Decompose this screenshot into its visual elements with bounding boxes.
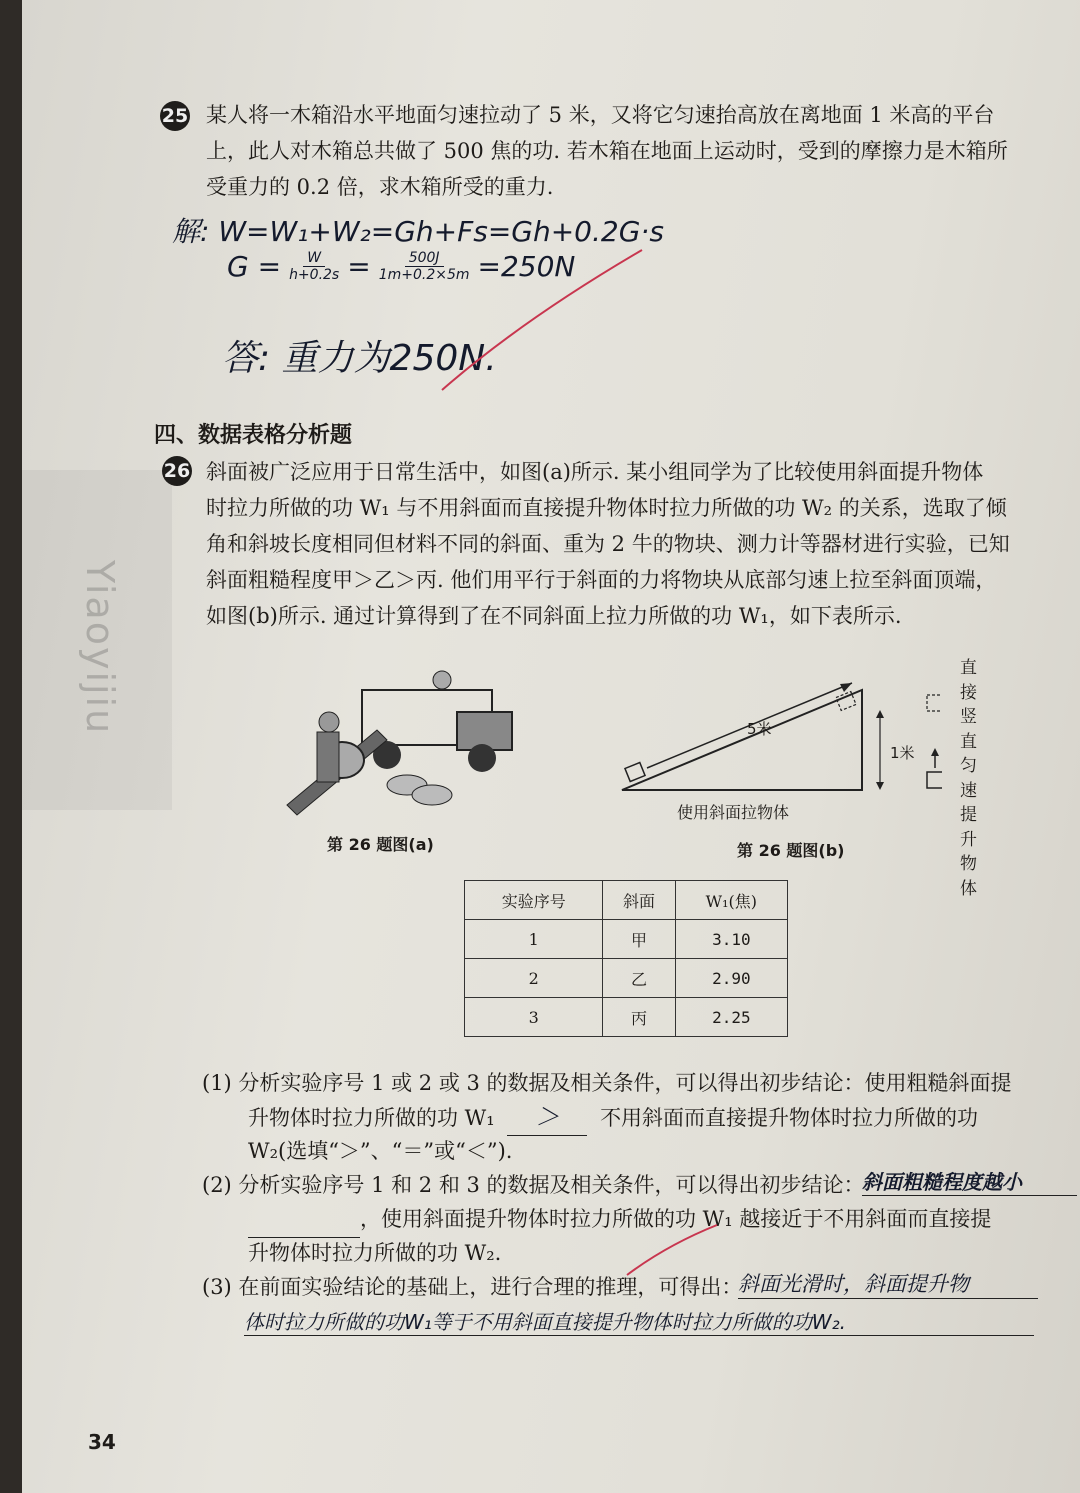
workbook-page: [22, 0, 1080, 1493]
q26-p2-line3: 升物体时拉力所做的功 W₂.: [248, 1241, 502, 1265]
figure-b-height: 1米: [890, 744, 915, 762]
p1-text-a: 升物体时拉力所做的功 W₁: [248, 1106, 495, 1130]
side-watermark: Yiaoyijiu: [78, 560, 122, 736]
table-cell: 2.25: [675, 998, 787, 1037]
fraction-1-numerator: W: [303, 250, 325, 267]
q25-result: =250N: [477, 250, 576, 283]
figure-b-slope-length: 5米: [747, 720, 772, 738]
table-row: [465, 998, 788, 1037]
q26-text-line1: 斜面被广泛应用于日常生活中，如图(a)所示. 某小组同学为了比较使用斜面提升物体: [206, 460, 984, 484]
figure-b-caption: 第 26 题图(b): [737, 841, 845, 860]
table-header: 实验序号: [465, 881, 603, 920]
table-cell: 甲: [603, 920, 675, 959]
table-cell: 1: [465, 920, 603, 959]
figure-a-truck-illustration: [257, 660, 527, 820]
q25-text-line3: 受重力的 0.2 倍，求木箱所受的重力.: [206, 175, 554, 199]
table-cell: 3.10: [675, 920, 787, 959]
question-26-badge: 26: [162, 456, 192, 486]
fraction-2-denominator: 1m+0.2×5m: [378, 267, 470, 283]
p2-text: (2) 分析实验序号 1 和 2 和 3 的数据及相关条件，可以得出初步结论：: [202, 1173, 865, 1197]
question-25-badge: 25: [160, 101, 190, 131]
figure-a-caption: 第 26 题图(a): [327, 835, 434, 854]
q26-p1-line2: [248, 1100, 978, 1136]
table-header: 斜面: [603, 881, 675, 920]
table-row: [465, 959, 788, 998]
fraction-2-numerator: 500J: [405, 250, 444, 267]
p1-answer-blank: ＞: [507, 1100, 587, 1136]
p3-answer-line1: 斜面光滑时，斜面提升物: [738, 1268, 1038, 1299]
page-number: 34: [88, 1430, 116, 1454]
table-cell: 2.90: [675, 959, 787, 998]
q26-p3-line1: (3) 在前面实验结论的基础上，进行合理的推理，可得出：: [202, 1275, 743, 1299]
q26-p2-line2: [248, 1202, 991, 1238]
q25-fraction-1: [289, 250, 339, 283]
teacher-check-mark-1: [432, 240, 652, 400]
table-row: [465, 920, 788, 959]
table-header-row: [465, 881, 788, 920]
table-cell: 2: [465, 959, 603, 998]
results-table: [464, 880, 788, 1037]
p2-blank-line: [248, 1202, 360, 1238]
q26-text-line4: 斜面粗糙程度甲＞乙＞丙. 他们用平行于斜面的力将物块从底部匀速上拉至斜面顶端，: [206, 568, 997, 592]
q25-handwritten-line2: G = $\frac{W}{h+0.2s}$ = $\frac{500J}{1m+0.2\times 5m}$ =250N: [227, 250, 576, 283]
q25-text-line2: 上，此人对木箱总共做了 500 焦的功. 若木箱在地面上运动时，受到的摩擦力是木箱所: [206, 139, 1008, 163]
figure-b-incline-diagram: [602, 650, 942, 820]
p2-text-2: ，使用斜面提升物体时拉力所做的功 W₁ 越接近于不用斜面而直接提: [360, 1207, 992, 1231]
q25-g-prefix: G =: [227, 250, 282, 283]
table-cell: 3: [465, 998, 603, 1037]
q26-text-line2: 时拉力所做的功 W₁ 与不用斜面而直接提升物体时拉力所做的功 W₂ 的关系，选取了倾: [206, 496, 1007, 520]
table-cell: 丙: [603, 998, 675, 1037]
q26-p1-line1: (1) 分析实验序号 1 或 2 或 3 的数据及相关条件，可以得出初步结论：使用粗糙斜面提: [202, 1071, 1012, 1095]
p3-answer-line2: 体时拉力所做的功W₁等于不用斜面直接提升物体时拉力所做的功W₂.: [244, 1306, 1034, 1336]
q25-handwritten-answer: 答: 重力为250N.: [222, 338, 497, 379]
figure-b-side-label: 直接竖直匀速提升物体: [960, 658, 977, 899]
q25-handwritten-line1: 解: W=W₁+W₂=Gh+Fs=Gh+0.2G·s: [172, 215, 664, 248]
q26-text-line3: 角和斜坡长度相同但材料不同的斜面、重为 2 牛的物块、测力计等器材进行实验，已知: [206, 532, 1010, 556]
fraction-1-denominator: h+0.2s: [289, 267, 340, 283]
table-cell: 乙: [603, 959, 675, 998]
figure-b-under-label: 使用斜面拉物体: [677, 803, 790, 822]
q25-text-line1: 某人将一木箱沿水平地面匀速拉动了 5 米，又将它匀速抬高放在离地面 1 米高的平台: [206, 103, 995, 127]
p2-answer: 斜面粗糙程度越小: [862, 1166, 1077, 1196]
table-header: W₁(焦): [675, 881, 787, 920]
p1-text-b: 不用斜面而直接提升物体时拉力所做的功: [600, 1106, 979, 1130]
section-title: 四、数据表格分析题: [154, 423, 353, 448]
q26-p2-line1: [202, 1168, 865, 1203]
q26-text-line5: 如图(b)所示. 通过计算得到了在不同斜面上拉力所做的功 W₁，如下表所示.: [206, 604, 902, 628]
q26-p1-line3: W₂(选填“＞”、“＝”或“＜”).: [248, 1139, 513, 1163]
